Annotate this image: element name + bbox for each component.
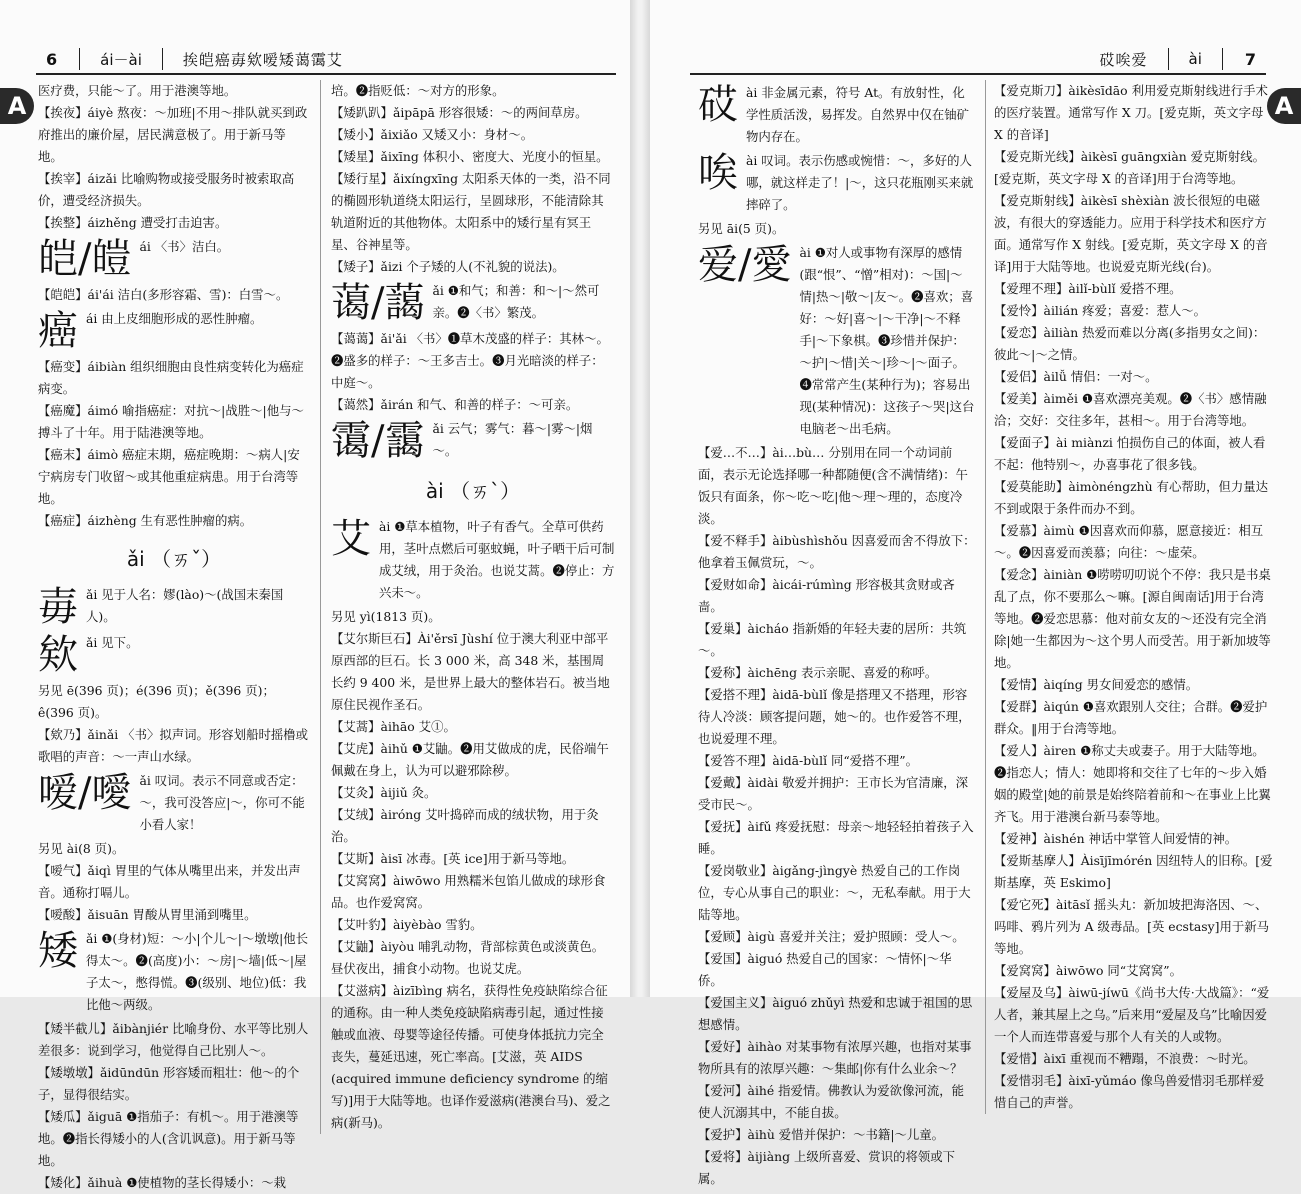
header-rule (690, 73, 1266, 75)
headword-character: 霭/靄 (331, 418, 425, 464)
dictionary-entry: 【爱护】àihù 爱惜并保护：～书籍|～儿童。 (698, 1127, 945, 1142)
headword-character: 唉 (698, 150, 738, 196)
headword-entry (331, 516, 615, 604)
headword-entry (698, 82, 976, 148)
dictionary-entry: 【爱河】àihé 指爱情。佛教认为爱欲像河流，能使人沉溺其中，不能自拔。 (698, 1083, 965, 1120)
dictionary-entry: 【嗳酸】ǎisuān 胃酸从胃里涌到嘴里。 (38, 907, 257, 922)
dictionary-entry: 【爱窝窝】àiwōwo 同“艾窝窝”。 (994, 963, 1182, 978)
dictionary-entry: 【矮星】ǎixīng 体积小、密度大、光度小的恒星。 (331, 149, 609, 164)
dictionary-entry: 【爱惜】àixī 重视而不糟蹋，不浪费：～时光。 (994, 1051, 1256, 1066)
dictionary-entry: 【爱搭不理】àidā-bùlǐ 像是搭理又不搭理，形容待人冷淡：顾客提问题，她～的。也作爱答不理，也说爱理不理。 (698, 687, 971, 746)
header-separator (79, 48, 80, 70)
dictionary-entry: 【爱怜】àilián 疼爱；喜爱：惹人～。 (994, 303, 1207, 318)
headword-definition: ǎi ❶和气；和善：和～|～然可亲。❷〈书〉繁茂。 (432, 283, 600, 320)
headword-character: 欸 (38, 632, 78, 678)
dictionary-entry: 【皑皑】ái'ái 洁白(多形容霜、雪)：白雪～。 (38, 287, 289, 302)
dictionary-entry: 【矮小】ǎixiǎo 又矮又小：身材～。 (331, 127, 534, 142)
left-column-2 (320, 80, 615, 1134)
dictionary-entry: 【矮瓜】ǎiguā ❶指茄子：有机～。用于港澳等地。❷指长得矮小的人(含讥讽意)。用于新马等地。 (38, 1109, 299, 1168)
dictionary-entry: 【爱财如命】àicái-rúmìng 形容极其贪财或吝啬。 (698, 577, 955, 614)
page-number: 7 (1244, 49, 1256, 69)
headword-definition: ái 由上皮细胞形成的恶性肿瘤。 (86, 311, 263, 326)
dictionary-entry: 【爱群】àiqún ❶喜欢跟别人交往；合群。❷爱护群众。‖用于台湾等地。 (994, 699, 1268, 736)
dictionary-entry: 【爱克斯光线】àikèsī guāngxiàn 爱克斯射线。[爱克斯，英文字母 X 的音译]用于台湾等地。 (994, 149, 1265, 186)
headword-entry (331, 418, 615, 464)
dictionary-entry: 【爱岗敬业】àigǎng-jìngyè 热爱自己的工作岗位，专心从事自己的职业：～，无私奉献。用于大陆等地。 (698, 863, 971, 922)
dictionary-entry: 【爱抚】àifǔ 疼爱抚慰：母亲～地轻轻拍着孩子入睡。 (698, 819, 974, 856)
dictionary-entry: 【癌末】áimò 癌症末期，癌症晚期：～病人|安宁病房专门收留～或其他重症病患。用于台湾等地。 (38, 447, 300, 506)
dictionary-entry: 【爱慕】àimù ❶因喜欢而仰慕，愿意接近：相互～。❷因喜爱而羡慕；向往：～虚荣。 (994, 523, 1264, 560)
headword-definition: ǎi 见下。 (86, 635, 139, 650)
dictionary-entry: 【蔼蔼】ǎi'ǎi 〈书〉❶草木茂盛的样子：其林～。❷盛多的样子：～王多吉士。❸月光暗淡的样子：中庭～。 (331, 331, 609, 390)
headword-entry (38, 632, 310, 678)
dictionary-entry: 培。❷指贬低：～对方的形象。 (331, 83, 505, 98)
right-column-1 (698, 80, 976, 1190)
dictionary-entry: 【挨宰】áizǎi 比喻购物或接受服务时被索取高价，遭受经济损失。 (38, 171, 295, 208)
dictionary-entry: 【爱它死】àitāsǐ 摇头丸：新加坡把海洛因、～、吗啡、鸦片列为 A 级毒品。[英 ecstasy]用于新马等地。 (994, 897, 1270, 956)
dictionary-entry: 【爱人】àiren ❶称丈夫或妻子。用于大陆等地。❷指恋人；情人：她即将和交往了七年的～步入婚姻的殿堂|她的前景是始终陪着前和～在事业上比翼齐飞。用于港澳台新马泰等地。 (994, 743, 1271, 824)
dictionary-entry: 【癌魔】áimó 喻指癌症：对抗～|战胜～|他与～搏斗了十年。用于陆港澳等地。 (38, 403, 304, 440)
headword-entry (38, 308, 310, 354)
section-heading: ǎi （ㄞˇ） (126, 547, 222, 571)
header-characters: 砹唉爱 (1099, 50, 1148, 69)
dictionary-entry: 【爱国】àiguó 热爱自己的国家：～情怀|～华侨。 (698, 951, 952, 988)
dictionary-entry: 【爱不释手】àibùshìshǒu 因喜爱而舍不得放下：他拿着玉佩赏玩，～。 (698, 533, 976, 570)
headword-definition: ài ❶草本植物，叶子有香气。全草可供药用，茎叶点燃后可驱蚊蝇，叶子晒干后可制成艾绒，用于灸治。也说艾蒿。❷停止：方兴未～。 (379, 519, 615, 600)
dictionary-entry: 【爱惜羽毛】àixī-yǔmáo 像鸟兽爱惜羽毛那样爱惜自己的声誉。 (994, 1073, 1265, 1110)
dictionary-entry: 【爱称】àichēng 表示亲昵、喜爱的称呼。 (698, 665, 938, 680)
dictionary-entry: 【爱神】àishén 神话中掌管人间爱情的神。 (994, 831, 1238, 846)
dictionary-entry: 【艾鼬】àiyòu 哺乳动物，背部棕黄色或淡黄色。昼伏夜出，捕食小动物。也说艾虎。 (331, 939, 605, 976)
dictionary-entry: 【蔼然】ǎirán 和气、和善的样子：～可亲。 (331, 397, 579, 412)
dictionary-entry: 【爱恋】àiliàn 热爱而难以分离(多指男女之间)：彼此～|～之情。 (994, 325, 1266, 362)
dictionary-entry: 【艾尔斯巨石】Ài'ěrsī Jùshí 位于澳大利亚中部平原西部的巨石。长 3 000 米，高 348 米，基围周长约 9 400 米，是世界上最大的整体岩石。被当地原住民视作圣石。 (331, 631, 610, 712)
headword-character: 艾 (331, 516, 371, 562)
header-separator (1222, 48, 1223, 70)
headword-entry (38, 928, 310, 1016)
headword-definition: ài 非金属元素，符号 At。有放射性，化学性质活泼，易挥发。自然界中仅在铀矿物内存在。 (746, 85, 970, 144)
headword-character: 砹 (698, 82, 738, 128)
dictionary-entry: 【艾窝窝】àiwōwo 用熟糯米包馅儿做成的球形食品。也作爱窝窝。 (331, 873, 606, 910)
dictionary-entry: 【爱念】àiniàn ❶唠唠叨叨说个不停：我只是书桌乱了点，你不要那么～嘛。[源自闽南话]用于台湾等地。❷爱恋思慕：他对前女友的～还没有完全消除|她一生都因为～这个男人而受苦。用于新加坡等地。 (994, 567, 1271, 670)
left-page-header (36, 44, 616, 74)
right-column-2 (985, 80, 1274, 1114)
page-number: 6 (46, 49, 58, 69)
headword-entry (698, 150, 976, 216)
dictionary-entry: 另见 ē(396 页)；é(396 页)；ě(396 页)；ê(396 页)。 (38, 683, 275, 720)
dictionary-entry: 【爱克斯射线】àikèsī shèxiàn 波长很短的电磁波，有很大的穿透能力。应用于科学技术和医疗方面。通常写作 X 射线。[爱克斯，英文字母 X 的音译]用于大陆等地。也说爱克斯光线(台)。 (994, 193, 1268, 274)
dictionary-entry: 【矮子】ǎizi 个子矮的人(不礼貌的说法)。 (331, 259, 565, 274)
letter-tab: A (0, 88, 34, 124)
section-heading: ài （ㄞˋ） (425, 479, 521, 503)
dictionary-entry: 【矮趴趴】ǎipāpā 形容很矮：～的两间草房。 (331, 105, 588, 120)
dictionary-entry: 【爱斯基摩人】Àisījīmórén 因纽特人的旧称。[爱斯基摩，英 Eskimo] (994, 853, 1273, 890)
letter-tab: A (1267, 88, 1301, 124)
dictionary-entry: 【艾叶豹】àiyèbào 雪豹。 (331, 917, 483, 932)
dictionary-entry: 【艾虎】àihǔ ❶艾鼬。❷用艾做成的虎，民俗端午佩戴在身上，认为可以避邪除秽。 (331, 741, 609, 778)
left-column-1 (38, 80, 310, 1194)
pinyin-range: ài (1188, 50, 1202, 68)
headword-character: 矮 (38, 928, 78, 974)
headword-entry (38, 584, 310, 630)
dictionary-entry: 【矮半截儿】ǎibànjiér 比喻身份、水平等比别人差很多：说到学习，他觉得自己比别人～。 (38, 1021, 309, 1058)
dictionary-entry: 【挨夜】áiyè 熬夜：～加班|不用～排队就买到政府推出的廉价屋，居民满意极了。用于新马等地。 (38, 105, 308, 164)
dictionary-entry: 【艾滋病】àizībìng 病名，获得性免疫缺陷综合征的通称。由一种人类免疫缺陷病毒引起，通过性接触或血液、母婴等途径传播。可使身体抵抗力完全丧失，蔓延迅速，死亡率高。[艾滋，英 AIDS (acquired immune deficiency syndrome 的缩写)]用于大陆等地。也译作爱滋病(港澳台马)、爱之病(新马)。 (331, 983, 611, 1130)
headword-definition: ǎi 见于人名：嫪(lào)～(战国末秦国人)。 (86, 587, 284, 624)
headword-character: 毐 (38, 584, 78, 630)
dictionary-entry: 【爱莫能助】àimònéngzhù 有心帮助，但力量达不到或限于条件而办不到。 (994, 479, 1269, 516)
dictionary-entry: 【嗳气】ǎiqì 胃里的气体从嘴里出来，并发出声音。通称打嗝儿。 (38, 863, 301, 900)
dictionary-entry: 【癌变】áibiàn 组织细胞由良性病变转化为癌症病变。 (38, 359, 304, 396)
headword-character: 皑/皚 (38, 236, 132, 282)
dictionary-entry: 【艾斯】àisī 冰毒。[英 ice]用于新马等地。 (331, 851, 575, 866)
right-page (650, 0, 1301, 1186)
left-page (0, 0, 630, 1190)
dictionary-entry: 另见 ài(8 页)。 (38, 841, 125, 856)
dictionary-entry: 【爱面子】ài miànzi 怕损伤自己的体面，被人看不起：他特别～，办喜事花了很多钱。 (994, 435, 1266, 472)
dictionary-entry: 医疗费，只能～了。用于港澳等地。 (38, 83, 237, 98)
headword-entry (331, 280, 615, 326)
headword-character: 爱/愛 (698, 242, 792, 288)
dictionary-entry: 【爱答不理】àidā-bùlǐ 同“爱搭不理”。 (698, 753, 918, 768)
dictionary-entry: 【爱美】àiměi ❶喜欢漂亮美观。❷〈书〉感情融洽；交好：交往多年，甚相～。用于台湾等地。 (994, 391, 1267, 428)
dictionary-entry: 【艾灸】àijiǔ 灸。 (331, 785, 437, 800)
dictionary-entry: 【爱屋及乌】àiwū-jíwū《尚书大传·大战篇》：“爱人者，兼其屋上之乌。”后来用“爱屋及乌”比喻因爱一个人而连带喜爱与那个人有关的人或物。 (994, 985, 1270, 1044)
dictionary-entry: 【挨整】áizhěng 遭受打击迫害。 (38, 215, 228, 230)
headword-entry (38, 770, 310, 836)
dictionary-entry: 【爱戴】àidài 敬爱并拥护：王市长为官清廉，深受市民～。 (698, 775, 968, 812)
right-page-header (690, 44, 1266, 74)
dictionary-entry: 【艾蒿】àihāo 艾①。 (331, 719, 456, 734)
pinyin-range: ái－ài (100, 50, 142, 69)
dictionary-entry: 【矮行星】ǎixíngxīng 太阳系天体的一类，沿不同的椭圆形轨道绕太阳运行，呈圆球形，不能清除其轨道附近的其他物体。太阳系中的矮行星有冥王星、谷神星等。 (331, 171, 611, 252)
headword-character: 癌 (38, 308, 78, 354)
dictionary-entry: 【艾绒】àiróng 艾叶捣碎而成的绒状物，用于灸治。 (331, 807, 599, 844)
headword-definition: ǎi ❶(身材)短：～小|个儿～|～墩墩|他长得太～。❷(高度)小：～房|～墙|低～|屋子太～，憋得慌。❸(级别、地位)低：我比他～两级。 (86, 931, 309, 1012)
dictionary-entry: 另见 āi(5 页)。 (698, 221, 785, 236)
headword-entry (698, 242, 976, 440)
dictionary-entry: 【癌症】áizhèng 生有恶性肿瘤的病。 (38, 513, 253, 528)
dictionary-entry: 【欸乃】ǎinǎi 〈书〉拟声词。形容划船时摇橹或歌唱的声音：～一声山水绿。 (38, 727, 309, 764)
dictionary-entry: 另见 yì(1813 页)。 (331, 609, 441, 624)
dictionary-entry: 【爱好】àihào 对某事物有浓厚兴趣，也指对某事物所具有的浓厚兴趣：～集邮|你有什么业余～？ (698, 1039, 972, 1076)
headword-definition: ài ❶对人或事物有深厚的感情(跟“恨”、“憎”相对)：～国|～情|热～|敬～|友～。❷喜欢；喜好：～好|喜～|～干净|～不释手|～下象棋。❸珍惜并保护：～护|～惜|关～|珍～|～面子。❹常常产生(某种行为)；容易出现(某种情况)：这孩子～哭|这台电脑老～出毛病。 (799, 245, 975, 436)
headword-character: 嗳/噯 (38, 770, 132, 816)
dictionary-entry: 【爱将】àijiàng 上级所喜爱、赏识的将领或下属。 (698, 1149, 956, 1186)
headword-entry (38, 236, 310, 282)
headword-definition: ài 叹词。表示伤感或惋惜：～，多好的人哪，就这样走了！|～，这只花瓶刚买来就摔碎了。 (746, 153, 974, 212)
dictionary-entry: 【爱国主义】àiguó zhǔyì 热爱和忠诚于祖国的思想感情。 (698, 995, 973, 1032)
header-separator (1168, 48, 1169, 70)
dictionary-entry: 【爱理不理】àilǐ-bùlǐ 爱搭不理。 (994, 281, 1182, 296)
dictionary-entry: 【矮墩墩】ǎidūndūn 形容矮而粗壮：他～的个子，显得很结实。 (38, 1065, 300, 1102)
headword-definition: ǎi 云气；雾气：暮～|雾～|烟～。 (432, 421, 593, 458)
dictionary-entry: 【爱…不…】ài…bù… 分别用在同一个动词前面，表示无论选择哪一种都随便(含不满情绪)：午饭只有面条，你～吃～吃|他～理～理的，态度冷淡。 (698, 445, 968, 526)
header-separator (162, 48, 163, 70)
headword-definition: ǎi 叹词。表示不同意或否定：～，我可没答应|～，你可不能小看人家！ (139, 773, 305, 832)
headword-character: 蔼/藹 (331, 280, 425, 326)
dictionary-entry: 【爱巢】àicháo 指新婚的年轻夫妻的居所：共筑～。 (698, 621, 967, 658)
dictionary-entry: 【矮化】ǎihuà ❶使植物的茎长得矮小：～栽 (38, 1175, 286, 1190)
headword-definition: ái 〈书〉洁白。 (139, 239, 230, 254)
book-gutter (630, 0, 650, 997)
dictionary-entry: 【爱情】àiqíng 男女间爱恋的感情。 (994, 677, 1199, 692)
dictionary-entry: 【爱克斯刀】àikèsīdāo 利用爱克斯射线进行手术的医疗装置。通常写作 X 刀。[爱克斯，英文字母 X 的音译] (994, 83, 1268, 142)
dictionary-entry: 【爱侣】àilǚ 情侣：一对～。 (994, 369, 1158, 384)
header-characters: 挨皑癌毐欸嗳矮蔼霭艾 (182, 50, 343, 69)
dictionary-entry: 【爱顾】àigù 喜爱并关注；爱护照顾：受人～。 (698, 929, 965, 944)
header-rule (36, 73, 616, 75)
